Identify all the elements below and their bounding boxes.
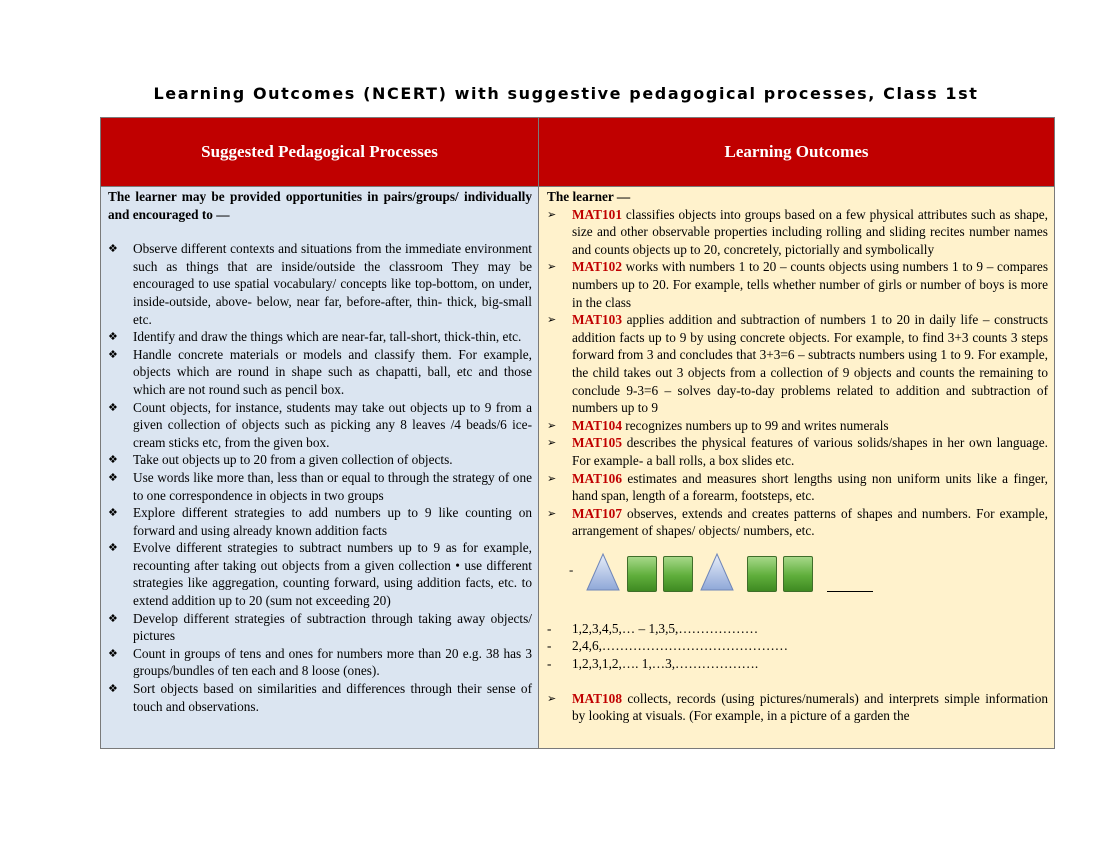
pattern-dash: -	[569, 562, 574, 578]
outcomes-list-continued	[547, 690, 1048, 725]
list-item: ❖ Sort objects based on similarities and differences through their sense of touch and observations.	[108, 681, 532, 714]
list-item: ❖ Count objects, for instance, students may take out objects up to 9 from a given collection of objects such as picking any 8 leaves /4 beads/6 ice-cream sticks etc, from the given box.	[108, 399, 532, 450]
arrow-bullet-icon: ➢	[547, 691, 557, 705]
diamond-bullet-icon: ❖	[108, 330, 118, 344]
outcome-item: ➢ MAT101 classifies objects into groups based on a few physical attributes such as shape, size and other observable properties including rolling and sliding recites number names and counts objects up to 20, concretely, pictorially and symbolically	[547, 206, 1048, 257]
outcome-code: MAT103	[572, 312, 622, 328]
arrow-bullet-icon: ➢	[547, 313, 557, 327]
pedagogy-list	[108, 240, 532, 715]
outcome-code: MAT108	[572, 690, 622, 706]
list-item: ❖ Explore different strategies to add numbers up to 9 like counting on forward and using already known addition facts	[108, 505, 532, 538]
outcome-code: MAT106	[572, 470, 622, 486]
diamond-bullet-icon: ❖	[108, 646, 118, 660]
outcome-item: ➢ MAT107 observes, extends and creates patterns of shapes and numbers. For example, arrangement of shapes/ objects/ numbers, etc.	[547, 505, 1048, 539]
outcomes-header: Learning Outcomes	[539, 118, 1054, 187]
diamond-bullet-icon: ❖	[108, 400, 118, 414]
number-pattern: - 2,4,6,……………………………………	[547, 638, 789, 654]
answer-blank	[827, 581, 873, 592]
number-pattern: - 1,2,3,4,5,… – 1,3,5,………………	[547, 620, 759, 636]
diamond-bullet-icon: ❖	[108, 541, 118, 555]
outcome-item: ➢ MAT102 works with numbers 1 to 20 – counts objects using numbers 1 to 9 – compares numbers up to 20. For example, tells whether number of girls or number of boys is more in the class	[547, 259, 1048, 310]
outcomes-intro: The learner —	[547, 189, 631, 204]
list-item: ❖ Take out objects up to 20 from a given collection of objects.	[108, 452, 453, 468]
document-title: Learning Outcomes (NCERT) with suggestive pedagogical processes, Class 1st	[153, 84, 979, 103]
square-shape	[783, 556, 813, 592]
list-item: ❖ Observe different contexts and situations from the immediate environment such as things that are inside/outside the classroom They may be encouraged to use spatial vocabulary/ concepts like top-bottom, on under, inside-outside, above- below, near far, before-after, thin- thick, big-small etc.	[108, 241, 532, 327]
diamond-bullet-icon: ❖	[108, 242, 118, 256]
diamond-bullet-icon: ❖	[108, 453, 118, 467]
triangle-shape	[699, 552, 735, 592]
arrow-bullet-icon: ➢	[547, 471, 557, 485]
square-shape	[627, 556, 657, 592]
diamond-bullet-icon: ❖	[108, 506, 118, 520]
outcome-code: MAT105	[572, 435, 622, 451]
square-shape	[663, 556, 693, 592]
outcome-item: ➢ MAT104 recognizes numbers up to 99 and writes numerals	[547, 417, 889, 433]
outcome-code: MAT107	[572, 505, 622, 521]
square-shape	[747, 556, 777, 592]
outcome-item: ➢ MAT106 estimates and measures short lengths using non uniform units like a finger, hand span, length of a forearm, footsteps, etc.	[547, 470, 1048, 504]
outcome-code: MAT102	[572, 259, 622, 275]
pedagogy-intro: The learner may be provided opportunities in pairs/groups/ individually and encouraged to —	[108, 189, 532, 222]
outcome-item: ➢ MAT105 describes the physical features of various solids/shapes in her own language. For example- a ball rolls, a box slides etc.	[547, 435, 1048, 468]
pedagogy-column	[101, 118, 539, 748]
diamond-bullet-icon: ❖	[108, 611, 118, 625]
number-pattern: - 1,2,3,1,2,…. 1,…3,……………….	[547, 656, 759, 672]
arrow-bullet-icon: ➢	[547, 207, 557, 221]
outcome-item: ➢ MAT108 collects, records (using pictures/numerals) and interprets simple information by looking at visuals. (For example, in a picture of a garden the	[547, 690, 1048, 724]
arrow-bullet-icon: ➢	[547, 260, 557, 274]
list-item: ❖ Count in groups of tens and ones for numbers more than 20 e.g. 38 has 3 groups/bundles of ten each and 8 loose (ones).	[108, 645, 532, 679]
shape-pattern	[547, 548, 1048, 592]
list-item: ❖ Identify and draw the things which are near-far, tall-short, thick-thin, etc.	[108, 329, 522, 345]
outcomes-list	[547, 206, 1048, 540]
arrow-bullet-icon: ➢	[547, 418, 557, 432]
outcomes-cell	[539, 187, 1054, 725]
pedagogy-cell	[101, 187, 538, 715]
diamond-bullet-icon: ❖	[108, 347, 118, 361]
list-item: ❖ Evolve different strategies to subtract numbers up to 9 as for example, recounting after taking out objects from a given collection • use different strategies like aggregation, counting forward, using addition facts, etc. to extend addition up to 20 (sum not exceeding 20)	[108, 540, 532, 609]
arrow-bullet-icon: ➢	[547, 506, 557, 520]
list-item: ❖ Use words like more than, less than or equal to through the strategy of one to one correspondence in objects in two groups	[108, 469, 532, 503]
outcome-code: MAT104	[572, 417, 622, 433]
outcomes-column	[539, 118, 1054, 748]
arrow-bullet-icon: ➢	[547, 436, 557, 450]
pedagogy-header: Suggested Pedagogical Processes	[101, 118, 538, 187]
list-item: ❖ Handle concrete materials or models and classify them. For example, objects which are round in shape such as chapatti, ball, etc and those which are not round such as pencil box.	[108, 346, 532, 397]
outcomes-table	[100, 117, 1055, 749]
number-pattern-list	[547, 620, 1048, 673]
triangle-shape	[585, 552, 621, 592]
diamond-bullet-icon: ❖	[108, 682, 118, 696]
diamond-bullet-icon: ❖	[108, 470, 118, 484]
outcome-code: MAT101	[572, 206, 622, 222]
outcome-item: ➢ MAT103 applies addition and subtraction of numbers 1 to 20 in daily life – constructs addition facts up to 9 by using concrete objects. For example, to find 3+3 counts 3 steps forward from 3 and concludes that 3+3=6 – subtracts numbers using 1 to 9. For example, the child takes out 3 objects from a collection of 9 objects and counts the remaining to conclude 9-3=6 – solves day-to-day problems related to addition and subtraction of numbers up to 9	[547, 312, 1048, 416]
list-item: ❖ Develop different strategies of subtraction through taking away objects/ pictures	[108, 610, 532, 644]
